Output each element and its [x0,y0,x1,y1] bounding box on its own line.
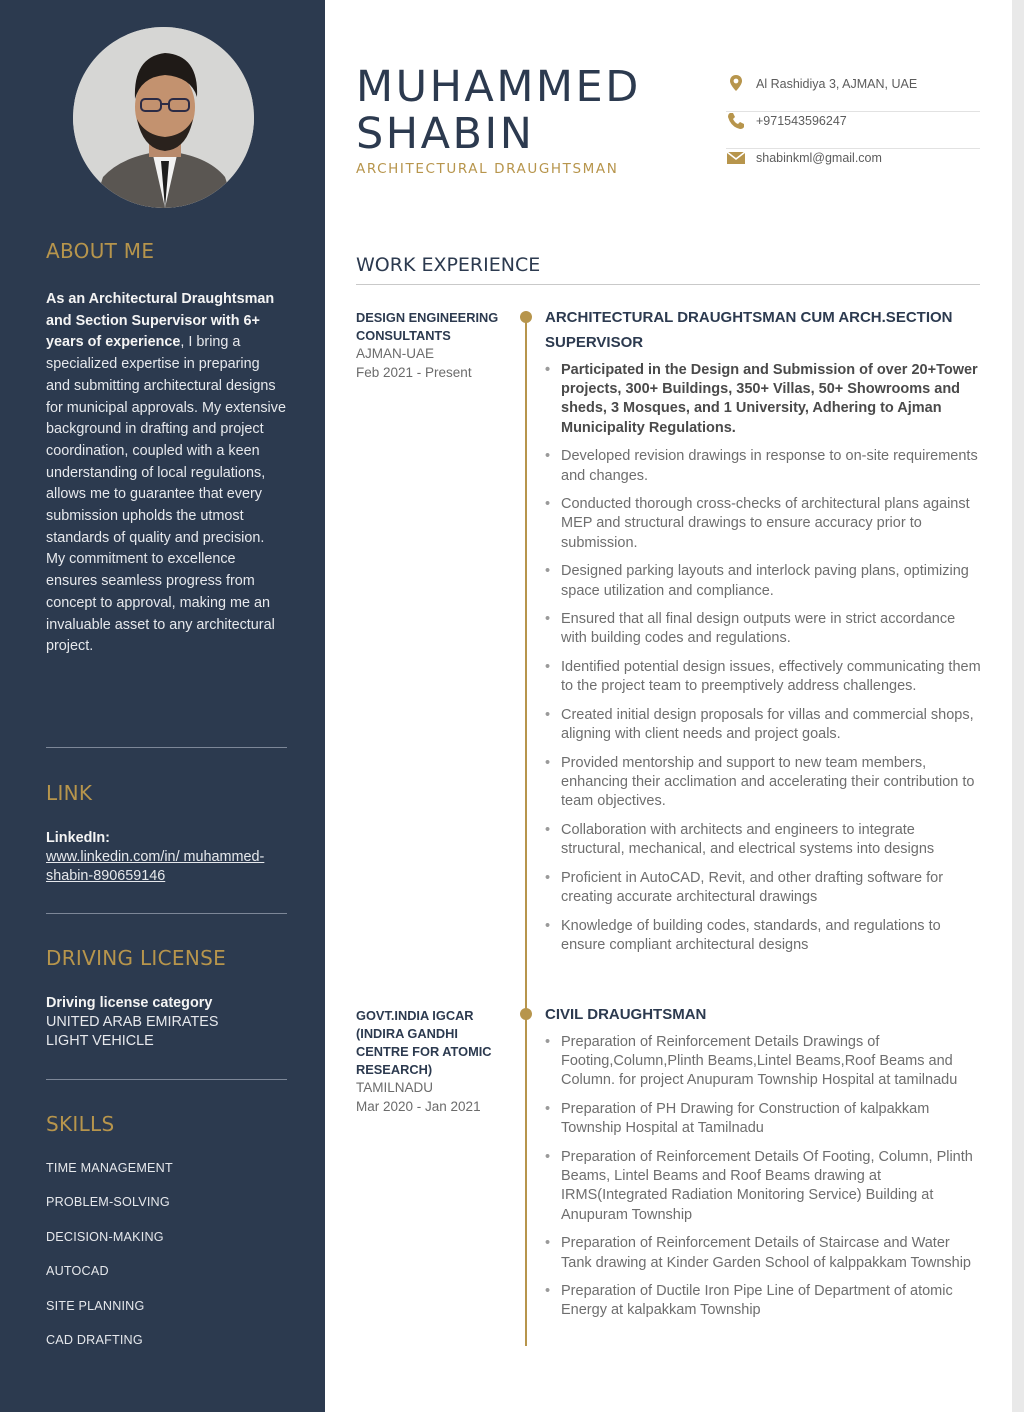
page-edge [1012,0,1024,1412]
email-text[interactable]: shabinkml@gmail.com [756,151,882,165]
work-experience-heading: WORK EXPERIENCE [356,254,541,276]
skill-item: CAD DRAFTING [46,1332,143,1347]
job-title: ARCHITECTURAL DRAUGHTSMAN CUM ARCH.SECTION SUPERVISOR [545,309,953,351]
skill-item: DECISION-MAKING [46,1229,164,1244]
divider [356,284,980,285]
job-bullets [545,1033,982,1321]
job-bullet: • Preparation of Ductile Iron Pipe Line of Department of atomic Energy at kalpakkam Township [545,1282,982,1320]
skills-list [46,1160,173,1366]
address-text: Al Rashidiya 3, AJMAN, UAE [756,77,918,91]
license-country: UNITED ARAB EMIRATES [46,1014,219,1030]
job-1-company-block [356,309,506,382]
about-text [46,289,286,658]
job-bullet: • Collaboration with architects and engineers to integrate structural, mechanical, and electrical systems into designs [545,821,982,859]
timeline-dot [520,1008,532,1020]
email-icon [726,148,746,168]
contact-phone [726,111,980,149]
job-bullet: • Preparation of Reinforcement Details of Staircase and Water Tank drawing at Kinder Garden School of kalppakkam Township [545,1234,982,1272]
candidate-role: ARCHITECTURAL DRAUGHTSMAN [356,161,619,177]
job-bullet: • Designed parking layouts and interlock paving plans, optimizing space utilization and compliance. [545,562,982,600]
job-dates: Mar 2020 - Jan 2021 [356,1098,481,1114]
skill-item: TIME MANAGEMENT [46,1161,173,1175]
contact-address [726,74,980,112]
job-bullet: • Preparation of Reinforcement Details Drawings of Footing,Column,Plinth Beams,Lintel Beams,Roof Beams and Column. for project Anupuram Township Hospital at tamilnadu [545,1033,982,1091]
company-name: GOVT.INDIA IGCAR (INDIRA GANDHI CENTRE FOR ATOMIC RESEARCH) [356,1008,492,1077]
job-1-details [545,305,982,965]
job-bullet: • Preparation of Reinforcement Details Of Footing, Column, Plinth Beams, Lintel Beams and Roof Beams drawing at IRMS(Integrated Radiation Monitoring Service) Building at Anupuram Township [545,1148,982,1225]
skill-item: AUTOCAD [46,1264,109,1279]
job-bullet: • Knowledge of building codes, standards, and regulations to ensure compliant architectural designs [545,917,982,955]
job-bullets [545,361,982,955]
job-bullet: • Preparation of PH Drawing for Construction of kalpakkam Township Hospital at Tamilnadu [545,1100,982,1138]
sidebar [0,0,325,1412]
linkedin-link[interactable]: www.linkedin.com/in/ muhammed-shabin-890659146 [46,849,265,884]
location-pin-icon [726,74,746,94]
company-location: AJMAN-UAE [356,346,435,361]
job-bullet: • Conducted thorough cross-checks of architectural plans against MEP and structural drawings to ensure accuracy prior to submission. [545,495,982,553]
job-title: CIVIL DRAUGHTSMAN [545,1006,707,1023]
candidate-name [356,64,641,158]
skill-item: PROBLEM-SOLVING [46,1195,170,1210]
divider [46,913,287,914]
company-location: TAMILNADU [356,1080,434,1095]
license-type: LIGHT VEHICLE [46,1033,154,1049]
job-bullet: • Identified potential design issues, effectively communicating them to the project team to preemptively address challenges. [545,658,982,696]
company-name: DESIGN ENGINEERING CONSULTANTS [356,310,499,343]
person-photo-icon [73,27,254,208]
license-label: Driving license category [46,995,213,1011]
divider [46,1079,287,1080]
profile-photo [73,27,254,208]
license-heading: DRIVING LICENSE [46,946,227,970]
timeline-line [525,316,527,1346]
job-bullet: • Created initial design proposals for villas and commercial shops, aligning with client needs and project goals. [545,706,982,744]
about-body: , I bring a specialized expertise in preparing and submitting architectural designs for municipal approvals. My extensive background in drafting and project coordination, coupled with a keen understanding of local regulations, allows me to guarantee that every submission upholds the utmost standards of quality and precision. My commitment to excellence ensures seamless progress from concept to approval, making me an invaluable asset to any architectural project. [46,334,286,655]
about-intro: As an Architectural Draughtsman and Section Supervisor with 6+ years of experience [46,291,275,351]
skills-heading: SKILLS [46,1112,115,1136]
contact-email [726,148,980,185]
job-bullet: • Developed revision drawings in response to on-site requirements and changes. [545,447,982,485]
skill-item: SITE PLANNING [46,1298,145,1313]
job-bullet: • Provided mentorship and support to new team members, enhancing their acclimation and accelerating their contribution to team objectives. [545,754,982,812]
name-first: MUHAMMED [356,62,641,112]
about-heading: ABOUT ME [46,239,155,263]
phone-icon [726,111,746,131]
job-bullet: • Ensured that all final design outputs were in strict accordance with building codes and regulations. [545,610,982,648]
link-heading: LINK [46,781,93,805]
job-highlight: • Participated in the Design and Submission of over 20+Tower projects, 300+ Buildings, 350+ Villas, 50+ Showrooms and sheds, 3 Mosques, and 1 University, Adhering to Ajman Municipality Regulations. [545,361,982,438]
name-last: SHABIN [356,109,535,159]
divider [46,747,287,748]
job-2-details [545,1002,982,1330]
job-bullet: • Proficient in AutoCAD, Revit, and other drafting software for creating accurate architectural drawings [545,869,982,907]
job-dates: Feb 2021 - Present [356,364,472,380]
timeline-dot [520,311,532,323]
license-block [46,994,286,1051]
linkedin-label: LinkedIn: [46,830,110,846]
phone-text[interactable]: +971543596247 [756,114,847,128]
job-2-company-block [356,1007,506,1116]
link-block [46,829,286,886]
